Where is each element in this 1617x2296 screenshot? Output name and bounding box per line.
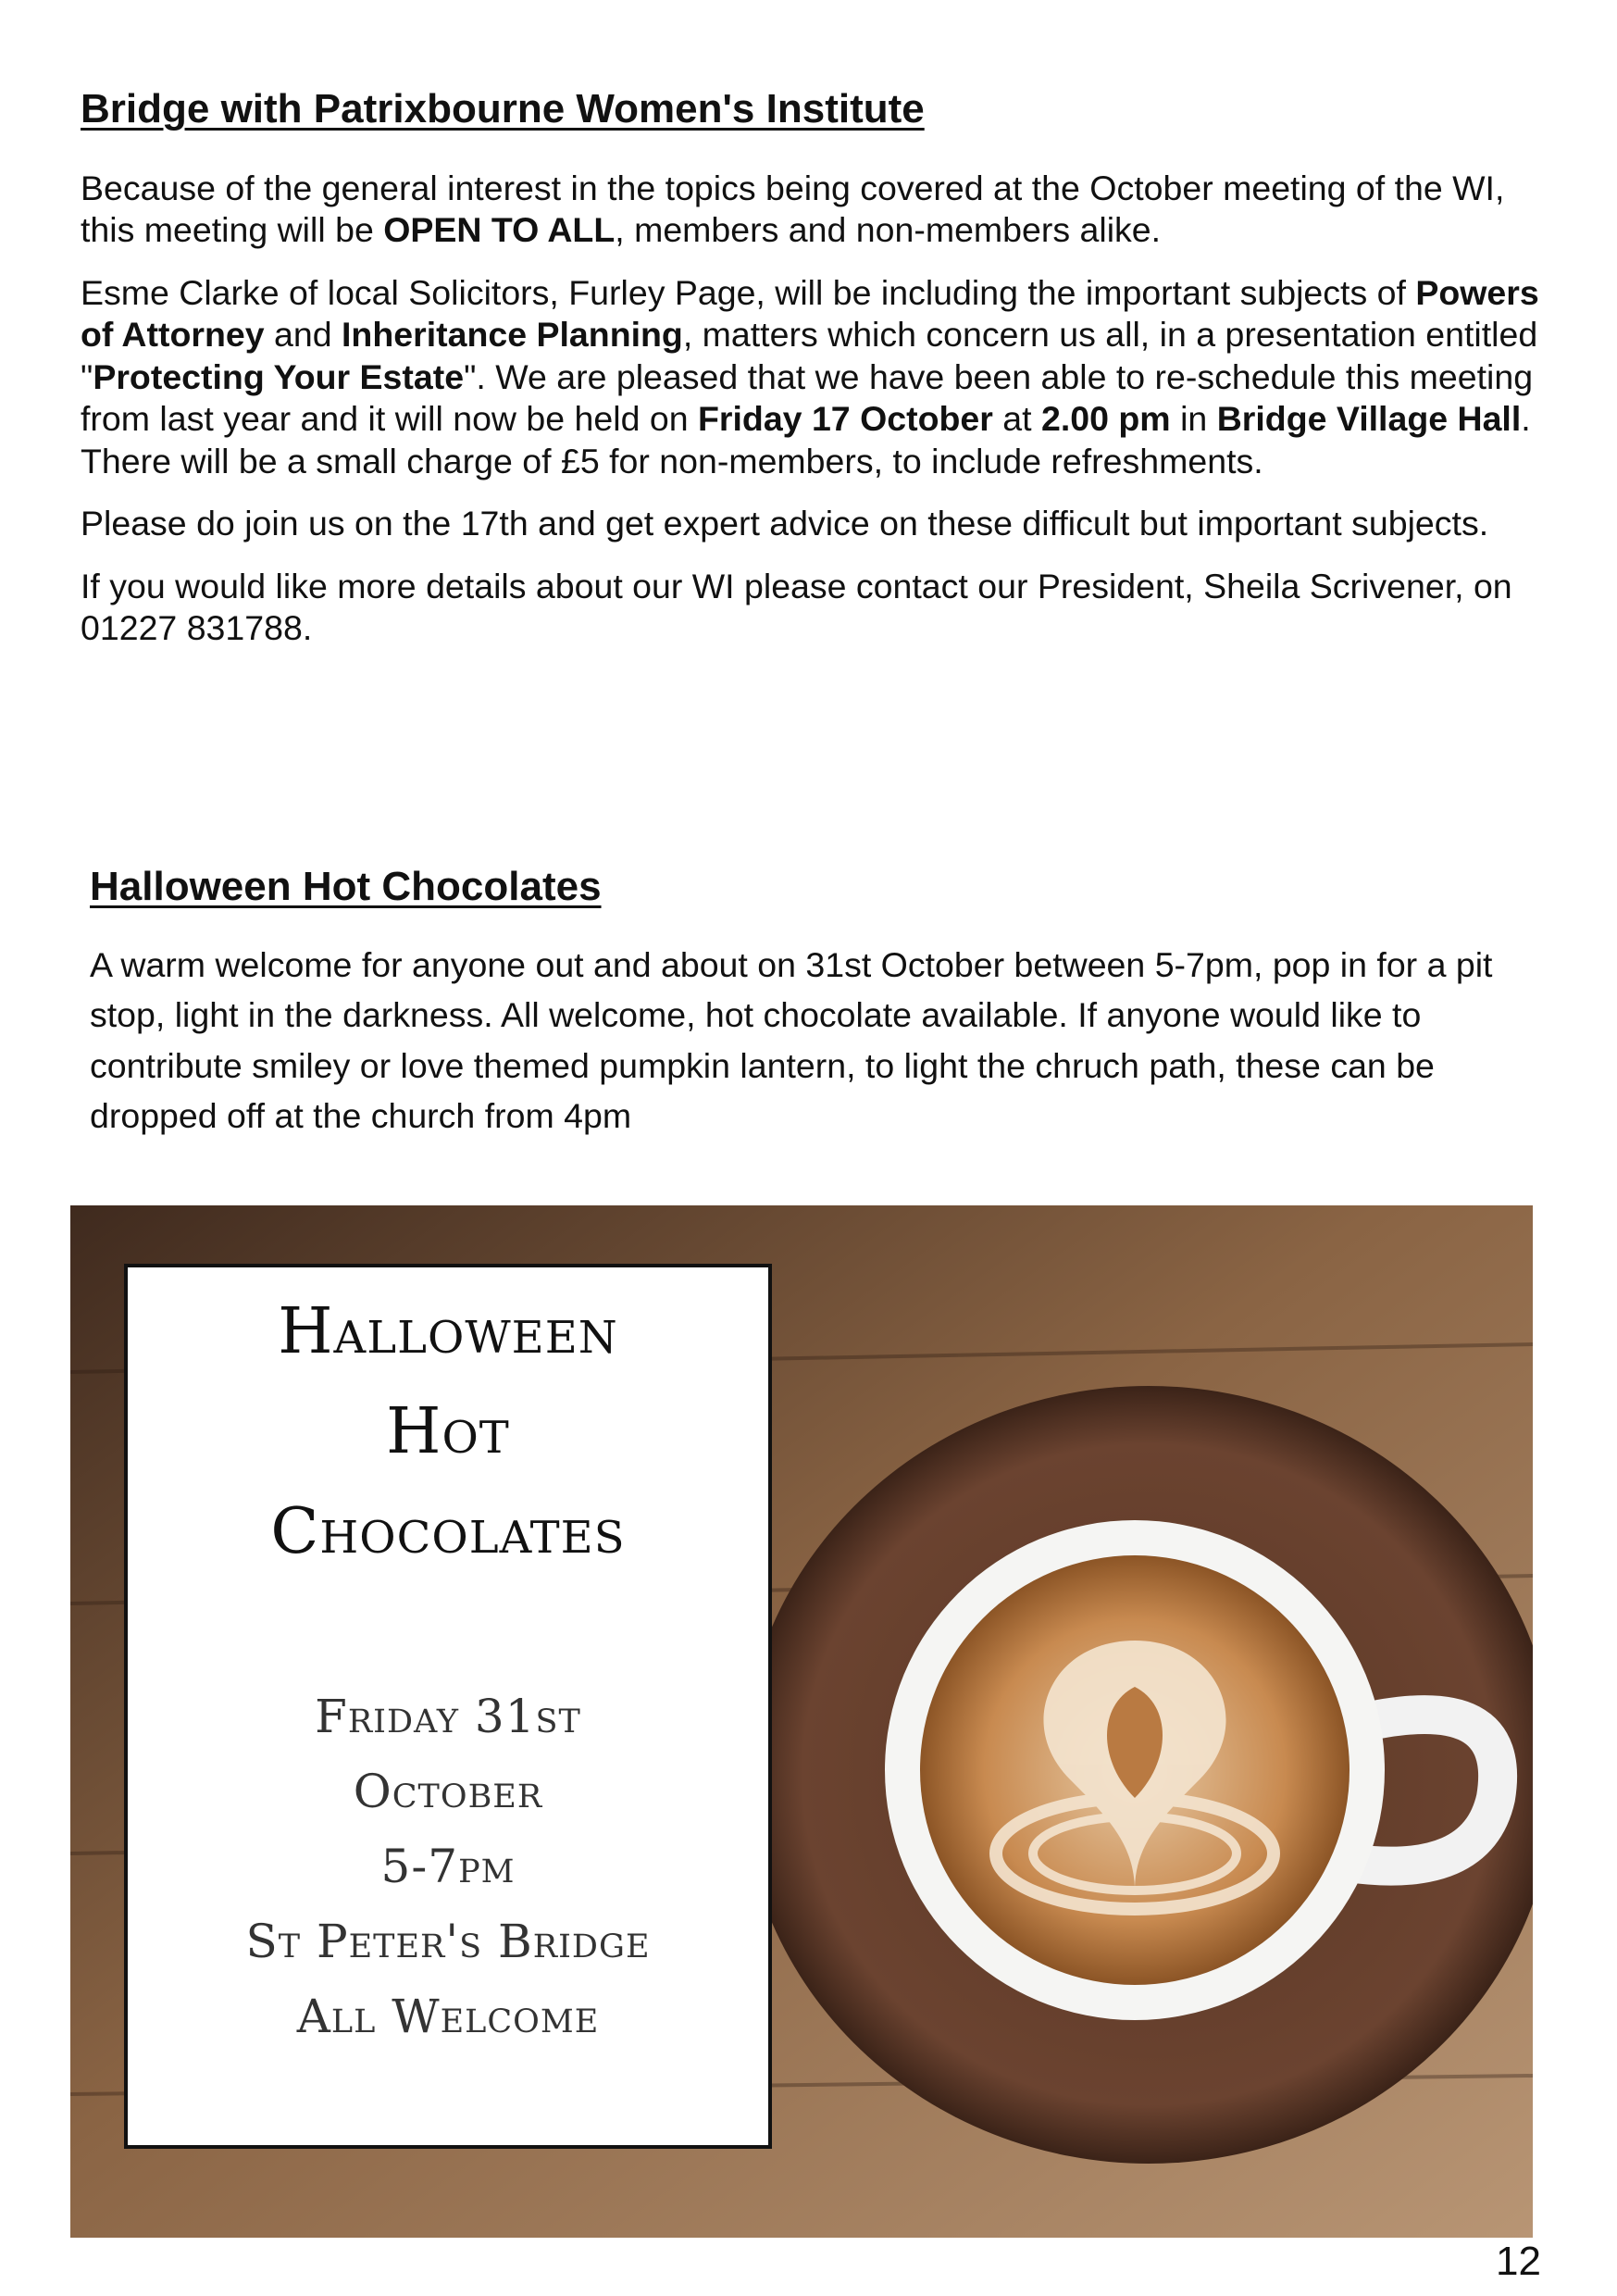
- poster-venue: St Peter's Bridge: [245, 1915, 651, 1968]
- wi-paragraph-4: If you would like more details about our WI please contact our President, Sheila Scrivener, on 01227 831788.: [81, 566, 1512, 648]
- poster-details: [128, 1679, 768, 2054]
- poster-title: [128, 1267, 768, 1582]
- poster-month: October: [353, 1765, 543, 1818]
- page-number: 12: [1496, 2239, 1541, 2284]
- poster-title-line-2: Hot: [386, 1395, 510, 1468]
- event-poster: [124, 1264, 772, 2149]
- poster-title-line-3: Chocolates: [270, 1495, 626, 1568]
- wi-paragraph-2: Esme Clarke of local Solicitors, Furley Page, will be including the important subjects of Powers of Attorney and Inheritance Planning, matters which concern us all, in a presentation entitled "Protecting Your Estate". We are pleased that we have been able to re-schedule this meeting from last year and it will now be held on Friday 17 October at 2.00 pm in Bridge Village Hall. There will be a small charge of £5 for non-members, to include refreshments.: [81, 272, 1539, 480]
- poster-date: Friday 31st: [315, 1690, 581, 1743]
- hot-chocolate-photo: [70, 1205, 1533, 2238]
- halloween-heading: Halloween Hot Chocolates: [90, 864, 602, 909]
- poster-time: 5-7pm: [380, 1840, 516, 1893]
- poster-welcome: All Welcome: [296, 1990, 600, 2043]
- halloween-section: [90, 863, 1552, 1162]
- halloween-paragraph: A warm welcome for anyone out and about on 31st October between 5-7pm, pop in for a pit stop, light in the darkness. All welcome, hot chocolate available. If anyone would like to contribute smiley or love themed pumpkin lantern, to light the chruch path, these can be dropped off at the church from 4pm: [90, 944, 1493, 1136]
- poster-title-line-1: Halloween: [278, 1295, 618, 1368]
- wi-heading: Bridge with Patrixbourne Women's Institute: [81, 86, 925, 131]
- wi-section: [81, 85, 1543, 670]
- wi-paragraph-1: Because of the general interest in the topics being covered at the October meeting of the WI, this meeting will be OPEN TO ALL, members and non-members alike.: [81, 168, 1505, 250]
- wi-paragraph-3: Please do join us on the 17th and get expert advice on these difficult but important subjects.: [81, 504, 1489, 543]
